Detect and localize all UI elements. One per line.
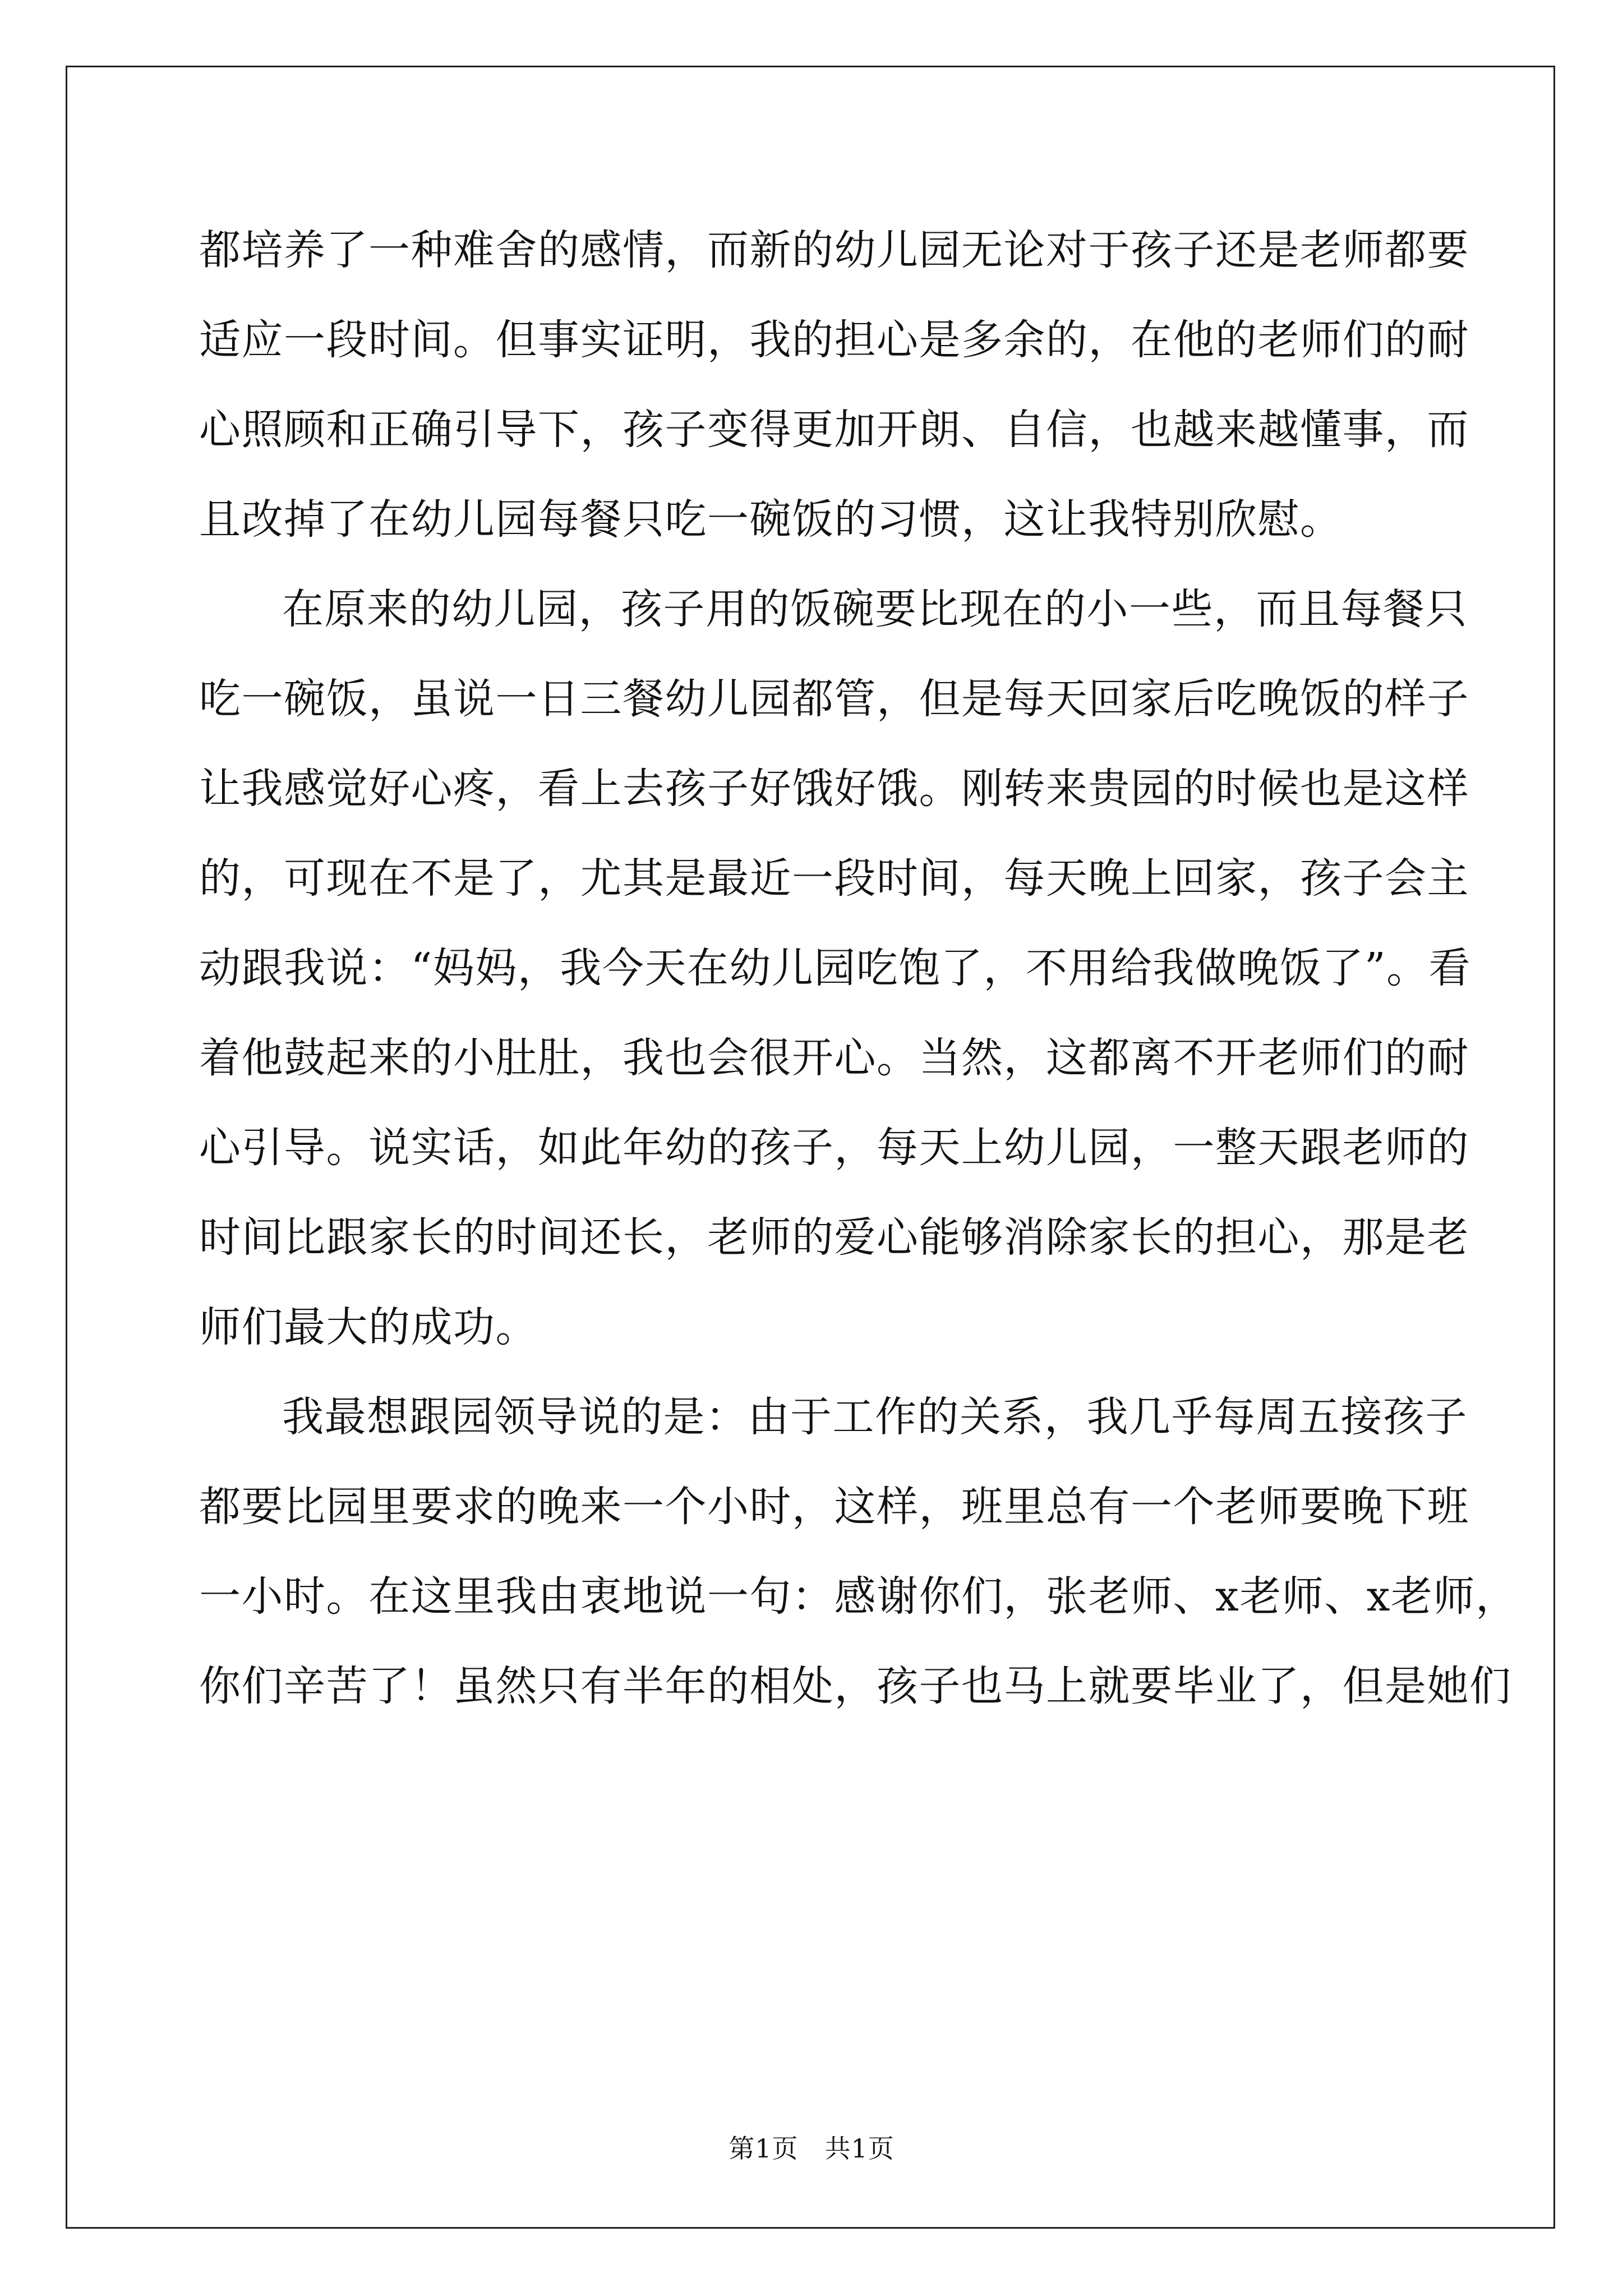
document-body (199, 205, 1518, 1731)
page-footer: 第1页 共1页 (728, 2133, 895, 2164)
text-line: 都培养了一种难舍的感情，而新的幼儿园无论对于孩子还是老师都要 (199, 226, 1469, 274)
text-line: 让我感觉好心疼，看上去孩子好饿好饿。刚转来贵园的时候也是这样 (199, 765, 1469, 813)
text-line: 吃一碗饭，虽说一日三餐幼儿园都管，但是每天回家后吃晚饭的样子 (199, 675, 1469, 723)
text-line: 你们辛苦了！虽然只有半年的相处，孩子也马上就要毕业了，但是她们 (199, 1662, 1512, 1710)
text-line: 师们最大的成功。 (199, 1303, 538, 1351)
text-line: 且改掉了在幼儿园每餐只吃一碗饭的习惯，这让我特别欣慰。 (199, 495, 1343, 544)
text-line: 在原来的幼儿园，孩子用的饭碗要比现在的小一些，而且每餐只 (282, 585, 1468, 633)
text-line: 动跟我说：“妈妈，我今天在幼儿园吃饱了，不用给我做晚饭了”。看 (199, 944, 1472, 992)
text-line: 的，可现在不是了，尤其是最近一段时间，每天晚上回家，孩子会主 (199, 854, 1469, 903)
text-line: 时间比跟家长的时间还长，老师的爱心能够消除家长的担心，那是老 (199, 1213, 1469, 1262)
text-line: 心引导。说实话，如此年幼的孩子，每天上幼儿园，一整天跟老师的 (199, 1124, 1469, 1172)
text-line: 一小时。在这里我由衷地说一句：感谢你们，张老师、x老师、x老师， (199, 1572, 1518, 1621)
text-line: 都要比园里要求的晚来一个小时，这样，班里总有一个老师要晚下班 (199, 1483, 1469, 1531)
text-line: 心照顾和正确引导下，孩子变得更加开朗、自信，也越来越懂事，而 (199, 406, 1469, 454)
text-line: 适应一段时间。但事实证明，我的担心是多余的，在他的老师们的耐 (199, 316, 1469, 364)
text-line: 我最想跟园领导说的是：由于工作的关系，我几乎每周五接孩子 (282, 1393, 1468, 1441)
text-line: 着他鼓起来的小肚肚，我也会很开心。当然，这都离不开老师们的耐 (199, 1034, 1469, 1082)
